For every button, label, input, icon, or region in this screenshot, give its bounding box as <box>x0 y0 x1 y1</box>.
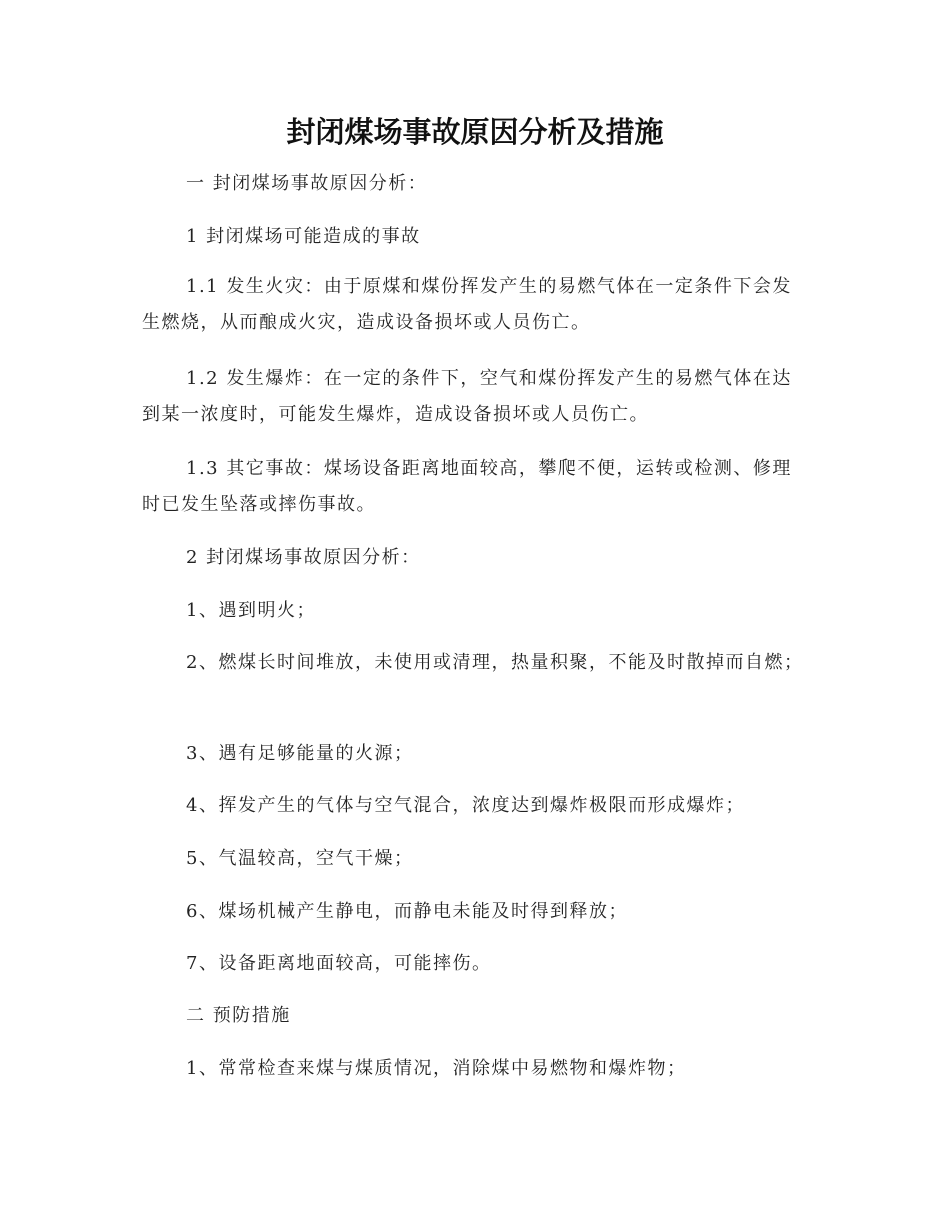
list-item-cause-4: 4、挥发产生的气体与空气混合，浓度达到爆炸极限而形成爆炸； <box>186 795 745 816</box>
section-heading-prevention: 二 预防措施 <box>186 1005 291 1026</box>
subsection-heading-cause-analysis: 2 封闭煤场事故原因分析： <box>186 547 421 568</box>
list-item-cause-2: 2、燃煤长时间堆放，未使用或清理，热量积聚，不能及时散掉而自燃； <box>186 652 804 673</box>
paragraph-fire: 1.1 发生火灾：由于原煤和煤份挥发产生的易燃气体在一定条件下会发生燃烧，从而酿成火灾，造成设备损坏或人员伤亡。 <box>142 276 792 333</box>
list-item-cause-1: 1、遇到明火； <box>186 600 316 621</box>
list-item-cause-5: 5、气温较高，空气干燥； <box>186 848 414 869</box>
list-item-cause-7: 7、设备距离地面较高，可能摔伤。 <box>186 953 492 974</box>
paragraph-explosion: 1.2 发生爆炸：在一定的条件下，空气和煤份挥发产生的易燃气体在达到某一浓度时，可能发生爆炸，造成设备损坏或人员伤亡。 <box>142 368 792 425</box>
list-item-prevention-1: 1、常常检查来煤与煤质情况，消除煤中易燃物和爆炸物； <box>186 1058 687 1079</box>
section-heading-analysis: 一 封闭煤场事故原因分析： <box>186 173 428 194</box>
list-item-cause-3: 3、遇有足够能量的火源； <box>186 743 414 764</box>
list-item-cause-6: 6、煤场机械产生静电，而静电未能及时得到释放； <box>186 901 628 922</box>
paragraph-other-accidents: 1.3 其它事故：煤场设备距离地面较高，攀爬不便，运转或检测、修理时已发生坠落或摔伤事故。 <box>142 458 792 515</box>
document-title: 封闭煤场事故原因分析及措施 <box>286 115 664 149</box>
subsection-heading-possible-accidents: 1 封闭煤场可能造成的事故 <box>186 226 421 247</box>
